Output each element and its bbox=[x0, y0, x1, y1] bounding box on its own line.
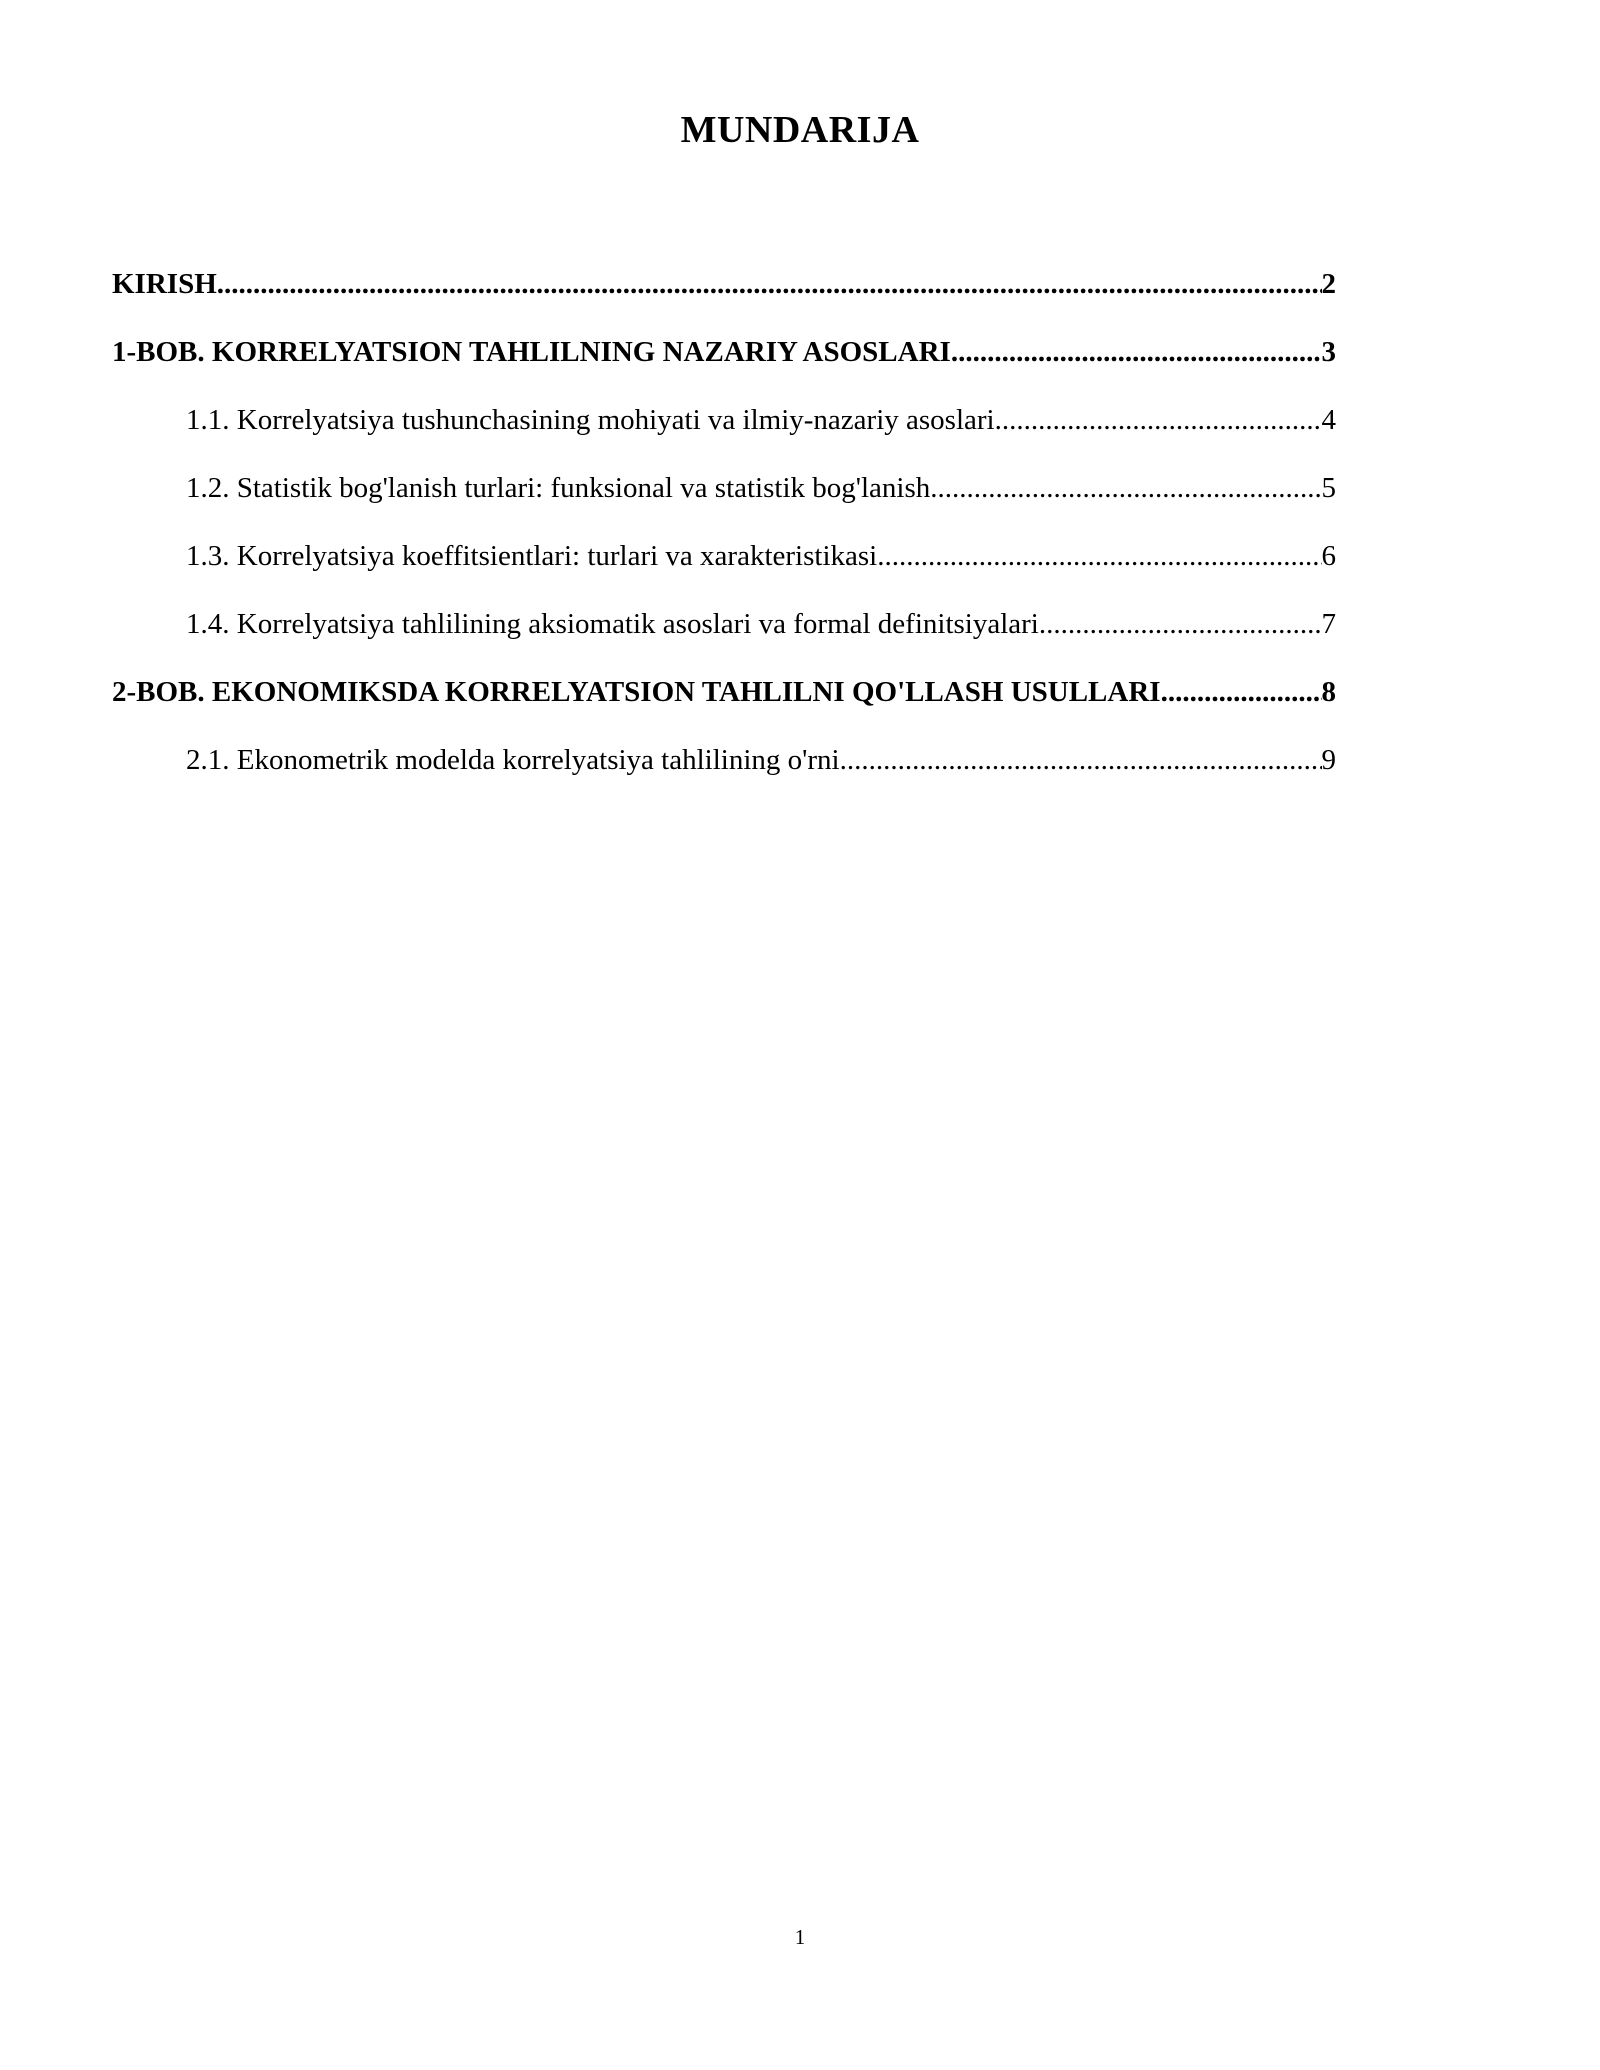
toc-dot-leader bbox=[951, 318, 1322, 386]
toc-page-number: 3 bbox=[1321, 336, 1336, 368]
toc-entry-title: 1.4. Korrelyatsiya tahlilining aksiomatik asoslari va formal definitsiyalari bbox=[186, 608, 1039, 640]
toc-page-number: 5 bbox=[1321, 472, 1336, 504]
toc-entry-title: KIRISH bbox=[112, 268, 217, 300]
toc-dot-leader bbox=[1161, 658, 1322, 726]
toc-dot-leader bbox=[840, 726, 1322, 794]
toc-entry-title: 1-BOB. KORRELYATSION TAHLILNING NAZARIY ASOSLARI bbox=[112, 336, 951, 368]
toc-dot-leader bbox=[1039, 590, 1322, 658]
toc-entry-title: 2-BOB. EKONOMIKSDA KORRELYATSION TAHLILNI QO'LLASH USULLARI bbox=[112, 676, 1161, 708]
toc-entry-section-1-3[interactable] bbox=[112, 522, 1336, 590]
toc-entry-chapter-1[interactable] bbox=[112, 318, 1336, 386]
toc-entry-title: 1.1. Korrelyatsiya tushunchasining mohiyati va ilmiy-nazariy asoslari bbox=[186, 404, 995, 436]
toc-page-number: 8 bbox=[1321, 676, 1336, 708]
toc-dot-leader bbox=[995, 386, 1322, 454]
toc-page-number: 2 bbox=[1321, 268, 1336, 300]
footer-page-number: 1 bbox=[794, 1925, 806, 1949]
toc-entry-section-2-1[interactable] bbox=[112, 726, 1336, 794]
toc-entry-title: 1.3. Korrelyatsiya koeffitsientlari: turlari va xarakteristikasi bbox=[186, 540, 878, 572]
toc-page-number: 4 bbox=[1321, 404, 1336, 436]
table-of-contents bbox=[112, 250, 1336, 794]
toc-dot-leader bbox=[877, 522, 1321, 590]
toc-page-number: 7 bbox=[1321, 608, 1336, 640]
toc-entry-section-1-2[interactable] bbox=[112, 454, 1336, 522]
toc-entry-chapter-2[interactable] bbox=[112, 658, 1336, 726]
toc-page-number: 9 bbox=[1321, 744, 1336, 776]
page-title: MUNDARIJA bbox=[680, 109, 920, 151]
toc-entry-section-1-1[interactable] bbox=[112, 386, 1336, 454]
toc-dot-leader bbox=[217, 250, 1322, 318]
toc-page-number: 6 bbox=[1321, 540, 1336, 572]
toc-entry-kirish[interactable] bbox=[112, 250, 1336, 318]
toc-entry-section-1-4[interactable] bbox=[112, 590, 1336, 658]
toc-dot-leader bbox=[930, 454, 1321, 522]
toc-entry-title: 2.1. Ekonometrik modelda korrelyatsiya tahlilining o'rni bbox=[186, 744, 840, 776]
toc-entry-title: 1.2. Statistik bog'lanish turlari: funksional va statistik bog'lanish bbox=[186, 472, 931, 504]
